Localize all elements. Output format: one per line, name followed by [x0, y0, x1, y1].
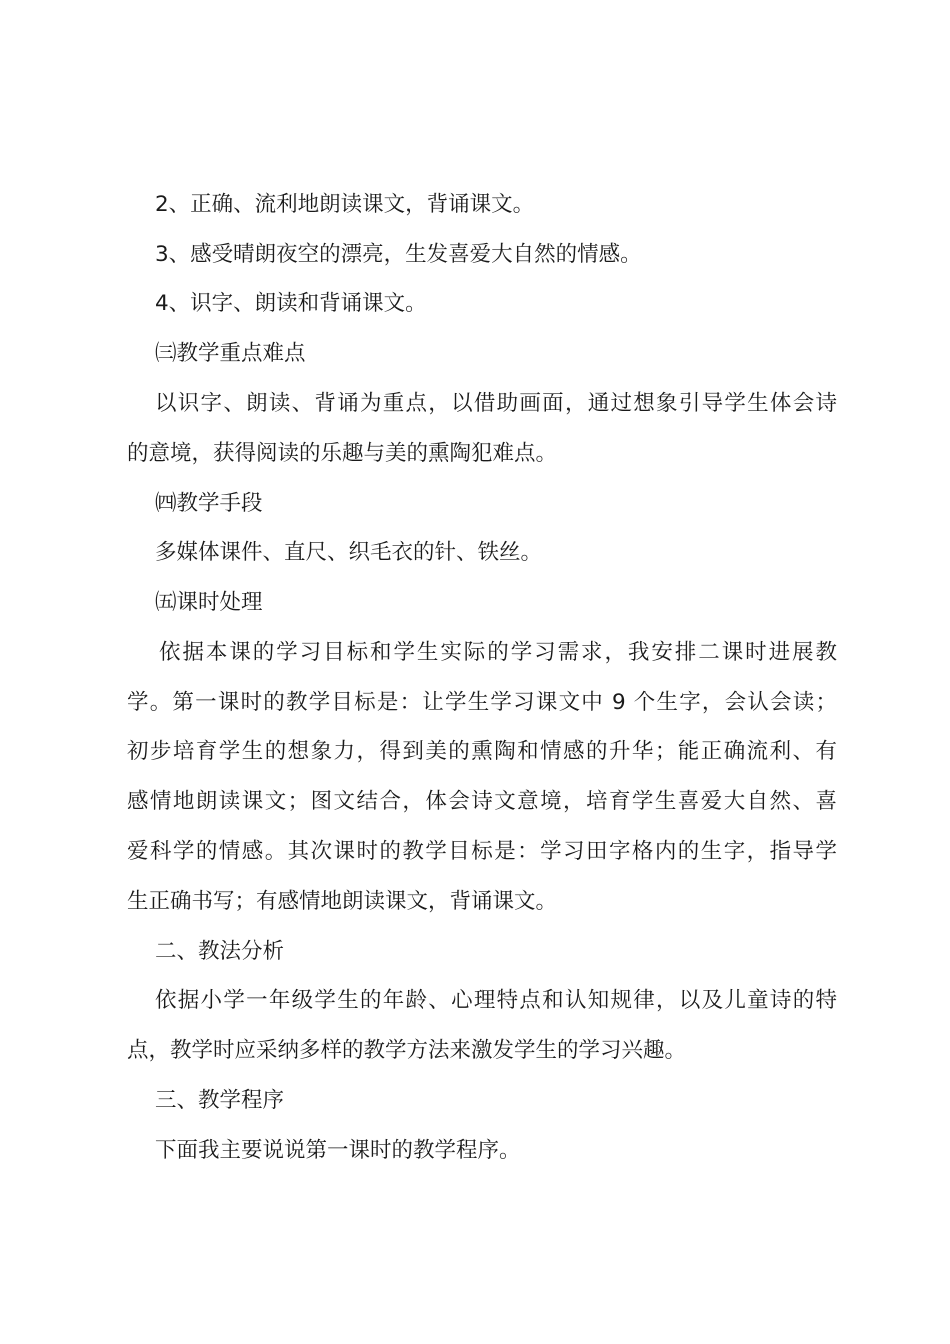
paragraph-teaching-means: 多媒体课件、直尺、织毛衣的针、铁丝。 [155, 540, 543, 565]
paragraph-key-points-line-1: 以识字、朗读、背诵为重点，以借助画面，通过想象引导学生体会诗 [155, 391, 837, 416]
objective-3: 3、感受晴朗夜空的漂亮，生发喜爱大自然的情感。 [155, 242, 642, 267]
paragraph-method-line-1: 依据小学一年级学生的年龄、心理特点和认知规律，以及儿童诗的特 [155, 988, 837, 1013]
paragraph-method-line-2: 点，教学时应采纳多样的教学方法来激发学生的学习兴趣。 [127, 1038, 687, 1063]
paragraph-key-points-line-2: 的意境，获得阅读的乐趣与美的熏陶犯难点。 [127, 441, 558, 466]
paragraph-class-hours-line-1: 依据本课的学习目标和学生实际的学习需求，我安排二课时进展教 [159, 640, 837, 665]
heading-teaching-procedure: 三、教学程序 [155, 1088, 285, 1113]
heading-key-difficult-points: ㈢教学重点难点 [155, 341, 306, 366]
paragraph-class-hours-line-4: 感情地朗读课文；图文结合，体会诗文意境，培育学生喜爱大自然、喜 [127, 789, 837, 814]
paragraph-procedure-intro: 下面我主要说说第一课时的教学程序。 [155, 1138, 521, 1163]
paragraph-class-hours-line-6: 生正确书写；有感情地朗读课文，背诵课文。 [127, 889, 558, 914]
objective-4: 4、识字、朗读和背诵课文。 [155, 291, 427, 316]
heading-class-hours: ㈤课时处理 [155, 590, 263, 615]
heading-teaching-means: ㈣教学手段 [155, 491, 263, 516]
paragraph-class-hours-line-2: 学。第一课时的教学目标是：让学生学习课文中 9 个生字，会认会读； [127, 690, 837, 715]
objective-2: 2、正确、流利地朗读课文，背诵课文。 [155, 192, 535, 217]
heading-teaching-method-analysis: 二、教法分析 [155, 939, 285, 964]
paragraph-class-hours-line-3: 初步培育学生的想象力，得到美的熏陶和情感的升华；能正确流利、有 [127, 739, 837, 764]
paragraph-class-hours-line-5: 爱科学的情感。其次课时的教学目标是：学习田字格内的生字，指导学 [127, 839, 837, 864]
